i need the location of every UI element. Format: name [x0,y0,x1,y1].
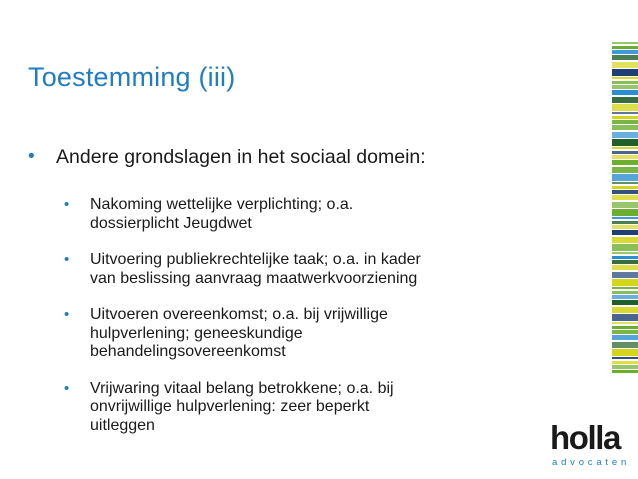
decorative-stripe [612,132,638,138]
decorative-stripe [612,256,638,259]
decorative-stripe [612,357,638,359]
decorative-stripe [612,46,638,49]
decorative-stripe [612,125,638,130]
decorative-stripe [612,287,638,289]
main-bullet-text: Andere grondslagen in het sociaal domein: [56,146,426,168]
sub-bullet-list [62,196,482,453]
decorative-stripe [612,104,638,111]
decorative-stripe [612,370,638,373]
bullet-icon: • [64,306,70,323]
decorative-stripe [612,151,638,154]
bullet-icon: • [64,379,70,397]
decorative-stripe [612,342,638,348]
decorative-stripe [612,174,638,181]
decorative-stripe [612,326,638,329]
decorative-stripe [612,55,638,60]
decorative-stripe [612,81,638,84]
decorative-stripe [612,116,638,119]
bullet-icon: • [28,146,35,167]
bullet-icon: • [64,251,70,268]
decorative-stripe [612,62,638,68]
decorative-stripe [612,314,638,321]
decorative-stripe [612,209,638,216]
decorative-stripe [612,90,638,95]
sub-bullet-item [62,306,482,362]
sub-bullet-text: Uitvoeren overeenkomst; o.a. bij vrijwillige hulpverlening; geneeskundige behandelingsovereenkomst [90,306,388,360]
logo-tagline: advocaten [552,457,631,468]
decorative-stripe [612,237,638,243]
decorative-stripe [612,195,638,200]
bullet-icon: • [64,196,70,213]
decorative-stripe [612,291,638,294]
decorative-stripe [612,155,638,159]
decorative-stripe [612,69,638,76]
sub-bullet-item [62,196,482,233]
decorative-stripe [612,260,638,264]
sub-bullet-item [62,251,482,288]
decorative-stripe [612,221,638,224]
sub-bullet-text: Nakoming wettelijke verplichting; o.a. dossierplicht Jeugdwet [90,196,354,232]
decorative-stripe [612,295,638,299]
decorative-stripe [612,279,638,286]
decorative-stripe [612,77,638,79]
slide-title: Toestemming (iii) [28,62,236,92]
decorative-stripe [612,85,638,89]
decorative-stripe [612,244,638,251]
decorative-stripe [612,182,638,184]
decorative-stripe [612,265,638,270]
decorative-stripe [612,217,638,219]
decorative-stripe-band [612,42,638,373]
sub-bullet-text: Uitvoering publiekrechtelijke taak; o.a. in kader van beslissing aanvraag maatwerkvoorziening [90,251,421,287]
decorative-stripe [612,186,638,189]
decorative-stripe [612,252,638,254]
decorative-stripe [612,160,638,165]
decorative-stripe [612,365,638,369]
decorative-stripe [612,322,638,324]
decorative-stripe [612,330,638,334]
decorative-stripe [612,361,638,364]
decorative-stripe [612,272,638,278]
logo-wordmark: holla [550,419,621,456]
decorative-stripe [612,147,638,149]
sub-bullet-item [62,380,482,436]
decorative-stripe [612,230,638,235]
decorative-stripe [612,120,638,124]
decorative-stripe [612,307,638,313]
decorative-stripe [612,112,638,114]
decorative-stripe [612,335,638,340]
decorative-stripe [612,97,638,103]
decorative-stripe [612,50,638,54]
decorative-stripe [612,167,638,173]
decorative-stripe [612,300,638,305]
decorative-stripe [612,190,638,194]
decorative-stripe [612,139,638,146]
sub-bullet-text: Vrijwaring vitaal belang betrokkene; o.a. bij onvrijwillige hulpverlening: zeer beperkt uitleggen [90,379,394,434]
decorative-stripe [612,42,638,44]
decorative-stripe [612,225,638,229]
holla-advocaten-logo [550,419,631,470]
decorative-stripe [612,349,638,356]
decorative-stripe [612,202,638,208]
